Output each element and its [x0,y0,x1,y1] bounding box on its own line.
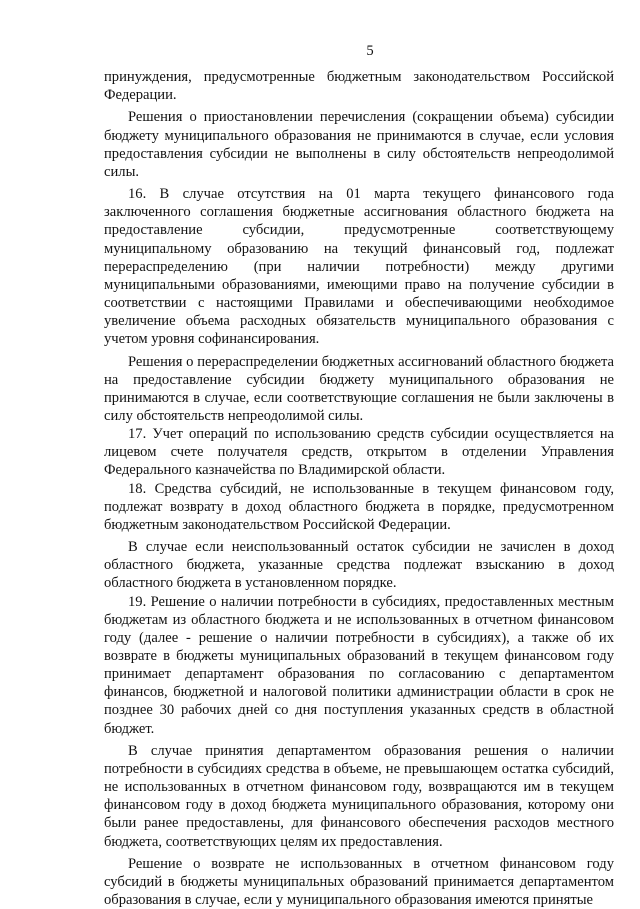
paragraph-suspension-decisions: Решения о приостановлении перечисления (сокращении объема) субсидии бюджету муниципального образования не принимаются в случае, если условия предоставления субсидии не выполнены в силу обстоятельств непреодолимой силы. [104,109,614,180]
paragraph-return-decision: Решение о возврате не использованных в отчетном финансовом году субсидий в бюджеты муниципальных образований принимается департаментом образования в случае, если у муниципального образования имеются принятые [104,855,614,909]
paragraph-need-decision: В случае принятия департаментом образования решения о наличии потребности в субсидиях средства в объеме, не превышающем остатка субсидий, не использованных в отчетном финансовом году, возвращаются им в текущем финансовом году в доход бюджета муниципального образования, которому они были ранее предоставлены, для финансового обеспечения расходов местного бюджета, соответствующих целям их предоставления. [104,742,614,850]
paragraph-continuation: принуждения, предусмотренные бюджетным законодательством Российской Федерации. [104,69,614,104]
paragraph-redistribution-decisions: Решения о перераспределении бюджетных ассигнований областного бюджета на предоставление субсидии бюджету муниципального образования не принимаются в случае, если соответствующие соглашения не были заключены в силу обстоятельств непреодолимой силы. [104,353,614,424]
paragraph-16: 16. В случае отсутствия на 01 марта текущего финансового года заключенного соглашения бюджетные ассигнования областного бюджета на предоставление субсидии, предусмотренные соответствующему муниципальному образованию на текущий финансовый год, подлежат перераспределению (при наличии потребности) между другими муниципальными образованиями, имеющими право на получение субсидии в соответствии с настоящими Правилами и обеспечивающими необходимое увеличение объема расходных обязательств муниципального образования с учетом уровня софинансирования. [104,186,614,348]
page-number: 5 [366,43,374,59]
paragraph-unused-balance: В случае если неиспользованный остаток субсидии не зачислен в доход областного бюджета, указанные средства подлежат взысканию в доход областного бюджета в установленном порядке. [104,539,614,592]
paragraph-18: 18. Средства субсидий, не использованные в текущем финансовом году, подлежат возврату в доход областного бюджета в порядке, предусмотренном бюджетным законодательством Российской Федерации. [104,480,614,533]
paragraph-19: 19. Решение о наличии потребности в субсидиях, предоставленных местным бюджетам из областного бюджета и не использованных в отчетном финансовом году (далее - решение о наличии потребности в субсидиях), а также об их возврате в бюджеты муниципальных образований в текущем финансовом году принимает департамент образования по согласованию с департаментом финансов, бюджетной и налоговой политики администрации области в срок не позднее 30 рабочих дней со дня поступления указанных средств в областной бюджет. [104,593,614,737]
paragraph-17: 17. Учет операций по использованию средств субсидии осуществляется на лицевом счете получателя средств, открытом в отделении Управления Федерального казначейства по Владимирской области. [104,426,614,479]
